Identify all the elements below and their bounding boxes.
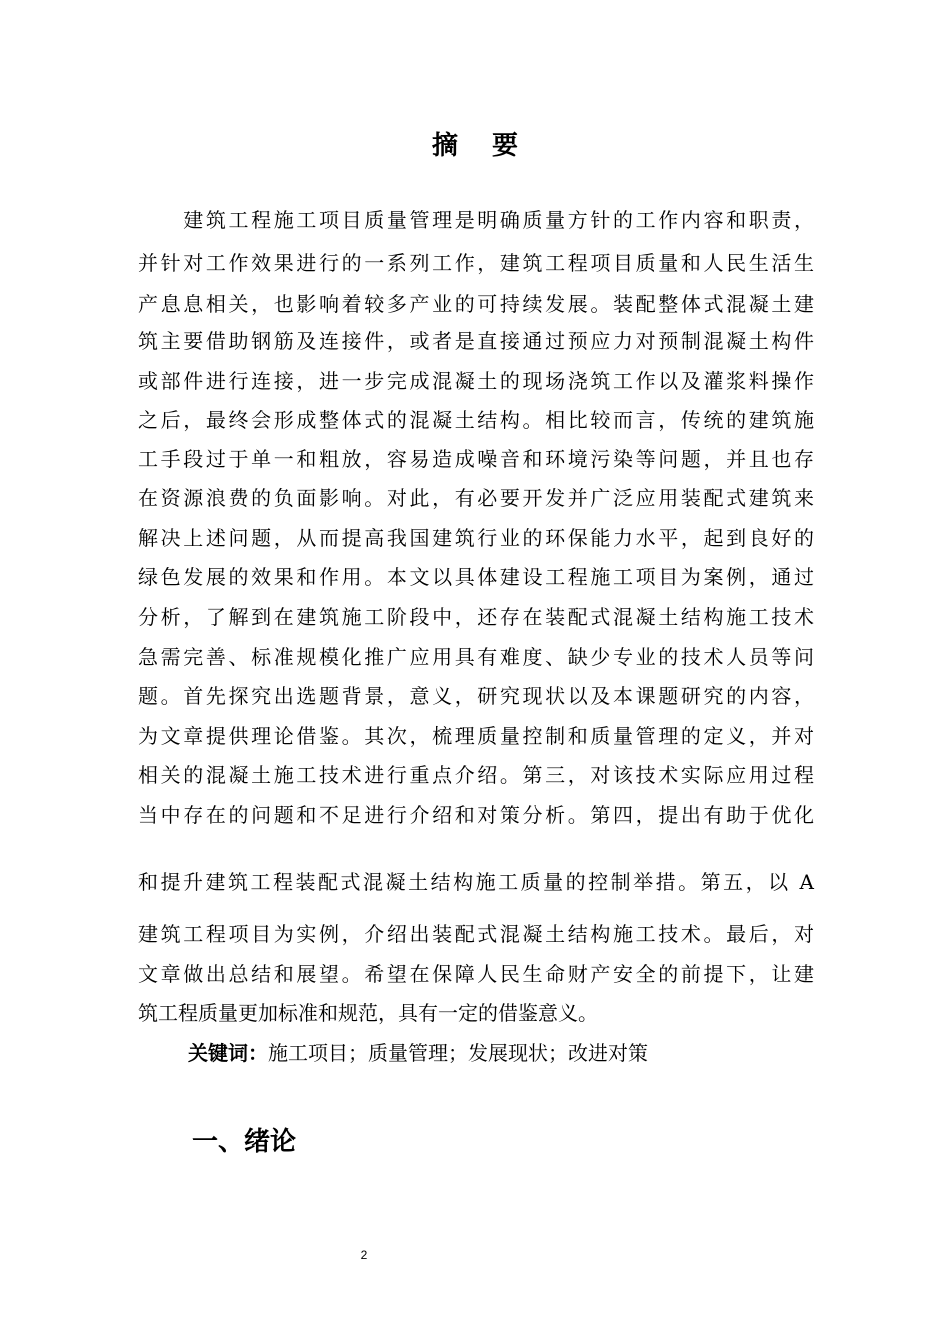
abstract-line: 文章做出总结和展望。希望在保障人民生命财产安全的前提下，让建 (138, 962, 814, 986)
abstract-line: 在资源浪费的负面影响。对此，有必要开发并广泛应用装配式建筑来 (138, 486, 814, 510)
abstract-line: 题。首先探究出选题背景，意义，研究现状以及本课题研究的内容， (138, 684, 814, 708)
keywords-line (188, 1035, 648, 1071)
abstract-line: 之后，最终会形成整体式的混凝土结构。相比较而言，传统的建筑施 (138, 408, 814, 432)
abstract-line: 筑主要借助钢筋及连接件，或者是直接通过预应力对预制混凝土构件 (138, 329, 814, 353)
section-heading: 一、绪论 (192, 1127, 297, 1157)
keywords-value: 施工项目；质量管理；发展现状；改进对策 (268, 1041, 648, 1065)
abstract-line: 绿色发展的效果和作用。本文以具体建设工程施工项目为案例，通过 (138, 565, 814, 589)
abstract-line: 筑工程质量更加标准和规范，具有一定的借鉴意义。 (138, 1001, 598, 1025)
abstract-title-char-1: 摘 (431, 131, 458, 161)
abstract-title (0, 126, 950, 166)
abstract-line: 和提升建筑工程装配式混凝土结构施工质量的控制举措。第五，以 A (138, 870, 814, 894)
page-number: 2 (360, 1248, 368, 1262)
abstract-line: 解决上述问题，从而提高我国建筑行业的环保能力水平，起到良好的 (138, 526, 814, 550)
abstract-line: 相关的混凝土施工技术进行重点介绍。第三，对该技术实际应用过程 (138, 763, 814, 787)
abstract-line: 建筑工程项目为实例，介绍出装配式混凝土结构施工技术。最后，对 (138, 922, 814, 946)
abstract-line: 当中存在的问题和不足进行介绍和对策分析。第四，提出有助于优化 (138, 803, 814, 827)
abstract-line: 为文章提供理论借鉴。其次，梳理质量控制和质量管理的定义，并对 (138, 724, 814, 748)
abstract-line: 分析，了解到在建筑施工阶段中，还存在装配式混凝土结构施工技术 (138, 605, 814, 629)
abstract-line: 急需完善、标准规模化推广应用具有难度、缺少专业的技术人员等问 (138, 645, 814, 669)
abstract-line: 或部件进行连接，进一步完成混凝土的现场浇筑工作以及灌浆料操作 (138, 369, 814, 393)
abstract-line: 工手段过于单一和粗放，容易造成噪音和环境污染等问题，并且也存 (138, 447, 814, 471)
abstract-title-char-2: 要 (492, 131, 519, 161)
abstract-line: 并针对工作效果进行的一系列工作，建筑工程项目质量和人民生活生 (138, 251, 814, 275)
abstract-line: 产息息相关，也影响着较多产业的可持续发展。装配整体式混凝土建 (138, 292, 814, 316)
keywords-label: 关键词： (188, 1041, 268, 1065)
abstract-line: 建筑工程施工项目质量管理是明确质量方针的工作内容和职责， (138, 208, 814, 232)
